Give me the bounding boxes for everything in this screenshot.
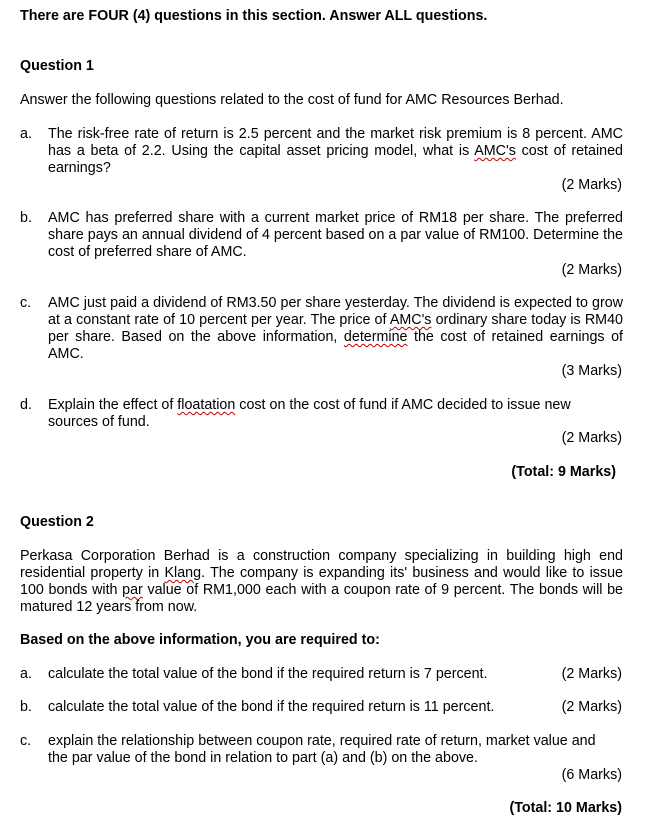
question-2-required: Based on the above information, you are required to: <box>20 632 380 648</box>
q2a-marks: (2 Marks) <box>561 666 622 682</box>
q1c-label: c. <box>20 295 32 311</box>
spellcheck-flag: par <box>122 582 143 598</box>
q1c-text: AMC just paid a dividend of RM3.50 per share yesterday. The dividend is expected to grow at a constant rate of 10 percent per year. The price of AMC's ordinary share today is RM40 per share. Based on the above information, determine the cost of retained earnings of AMC. <box>48 295 623 362</box>
q1a-text: The risk-free rate of return is 2.5 percent and the market risk premium is 8 percent. AMC has a beta of 2.2. Using the capital asset pricing model, what is AMC's cost of retained earnings? <box>48 126 623 176</box>
spellcheck-flag: determine <box>343 329 408 345</box>
q2c-label: c. <box>20 733 32 749</box>
question-1-intro: Answer the following questions related to the cost of fund for AMC Resources Berhad. <box>20 92 564 108</box>
q2-total: (Total: 10 Marks) <box>509 800 622 816</box>
q2b-text: calculate the total value of the bond if the required return is 11 percent. <box>48 699 495 715</box>
q2c-marks: (6 Marks) <box>561 767 622 783</box>
q2b-marks: (2 Marks) <box>561 699 622 715</box>
q1b-marks: (2 Marks) <box>561 262 622 278</box>
q2a-text: calculate the total value of the bond if the required return is 7 percent. <box>48 666 488 682</box>
spellcheck-flag: AMC's <box>389 312 432 328</box>
q1d-marks: (2 Marks) <box>561 430 622 446</box>
q1d-text: Explain the effect of floatation cost on the cost of fund if AMC decided to issue new sources of fund. <box>48 397 571 430</box>
q1c-marks: (3 Marks) <box>561 363 622 379</box>
q1-total: (Total: 9 Marks) <box>511 464 616 480</box>
question-2-intro: Perkasa Corporation Berhad is a construction company specializing in building high end residential property in Klang. The company is expanding its' business and would like to issue 100 bonds with par value of RM1,000 each with a coupon rate of 9 percent. The bonds will be matured 12 years from now. <box>20 548 623 615</box>
q1a-marks: (2 Marks) <box>561 177 622 193</box>
q1b-label: b. <box>20 210 32 226</box>
section-instruction: There are FOUR (4) questions in this section. Answer ALL questions. <box>20 8 488 24</box>
q2b-label: b. <box>20 699 32 715</box>
q1d-label: d. <box>20 397 32 413</box>
spellcheck-flag: AMC's <box>474 143 516 159</box>
question-1-heading: Question 1 <box>20 58 94 74</box>
spellcheck-flag: Klang <box>164 565 202 581</box>
q1b-text: AMC has preferred share with a current market price of RM18 per share. The preferred share pays an annual dividend of 4 percent based on a par value of RM100. Determine the cost of preferred share of AMC. <box>48 210 623 260</box>
spellcheck-flag: floatation <box>177 397 236 413</box>
q1a-label: a. <box>20 126 32 142</box>
q2c-text: explain the relationship between coupon rate, required rate of return, market value and the par value of the bond in relation to part (a) and (b) on the above. <box>48 733 596 766</box>
question-2-heading: Question 2 <box>20 514 94 530</box>
q2a-label: a. <box>20 666 32 682</box>
